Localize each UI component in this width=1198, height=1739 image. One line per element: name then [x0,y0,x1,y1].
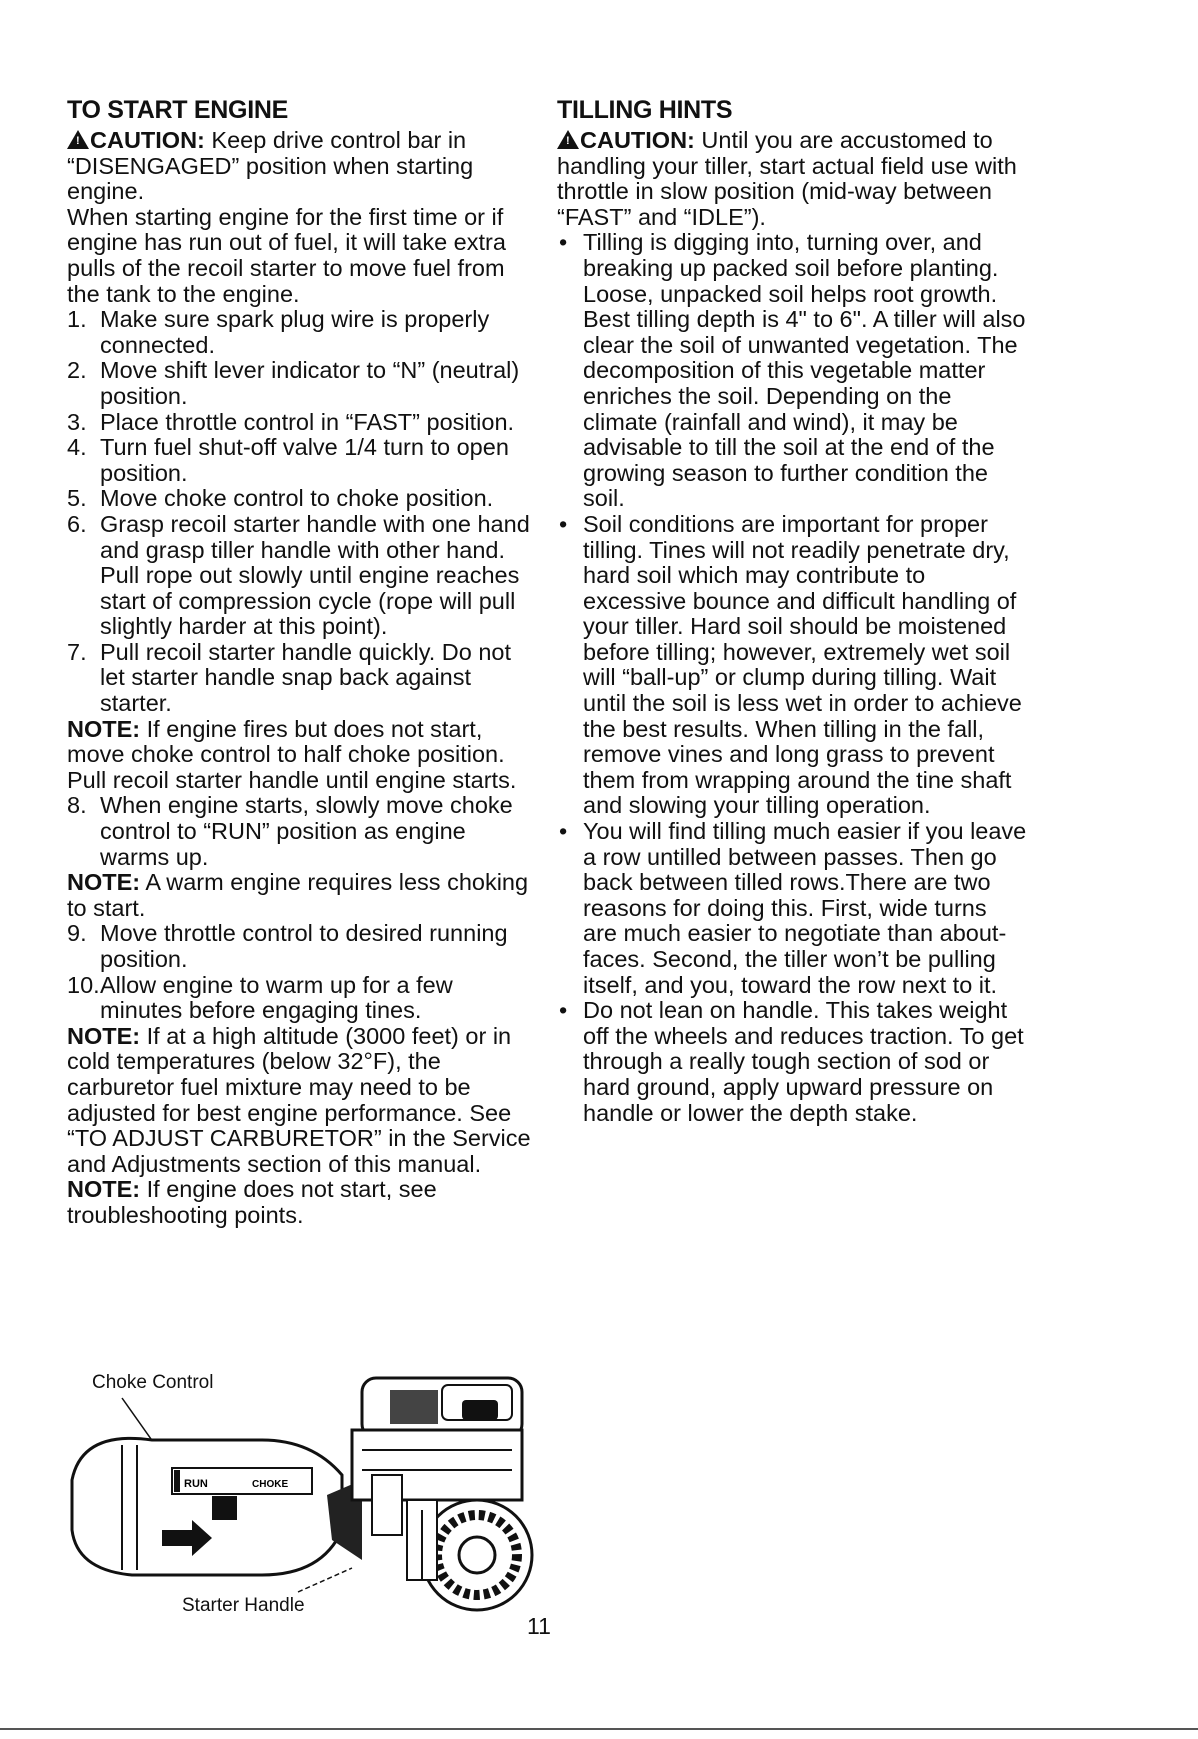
step-number: 9. [67,920,87,947]
step-number: 1. [67,306,87,333]
hint-bullet-item: • Soil conditions are important for proper tilling. Tines will not readily penetrate dry, hard soil which may contribute to excessive bounce and difficult handling of your tiller. Hard soil should be moistened before tilling; however, extremely wet soil will “ball-up” or clump during tilling. Wait until the soil is less wet in order to achieve the best results. When tilling in the fall, remove vines and long grass to prevent them from wrapping around the tine shaft and slowing your tilling operation. [557,512,1027,819]
steps-list-1-7 [67,307,537,717]
step-text: Move throttle control to desired running position. [100,920,508,972]
note-label: NOTE: [67,715,141,742]
tilling-hints-heading: TILLING HINTS [557,96,733,124]
starter-handle-label: Starter Handle [182,1595,305,1616]
caution-text: Keep drive control bar in “DISENGAGED” position when starting engine. [67,127,474,205]
warning-triangle-icon [557,130,579,149]
hint-bullet-item: • Tilling is digging into, turning over, and breaking up packed soil before planting. Loose, unpacked soil helps root growth. Best tilling depth is 4" to 6". A tiller will also clear the soil of unwanted vegetation. The decomposition of this vegetable matter enriches the soil. Depending on the climate (rainfall and wind), it may be advisable to till the soil at the end of the growing season to further condition the soil. [557,230,1027,512]
caution-text: Until you are accustomed to handling your tiller, start actual field use with throttle in slow position (mid-way between “FAST” and “IDLE”). [557,127,1017,230]
note-label: NOTE: [67,1176,141,1203]
note-text: If engine fires but does not start, move choke control to half choke position. Pull recoil starter handle until engine starts. [67,715,517,793]
steps-list-8 [67,793,537,870]
tilling-hints-list [557,230,1027,1126]
step-item [67,307,537,358]
step-number: 5. [67,485,87,512]
note-paragraph [67,1177,537,1228]
engine-illustration [62,1370,542,1625]
caution-label: CAUTION: [90,127,205,153]
step-text: Place throttle control in “FAST” position. [100,408,515,435]
choke-marking: CHOKE [252,1479,289,1490]
note-paragraph [67,717,537,794]
note-text: If at a high altitude (3000 feet) or in cold temperatures (below 32°F), the carburetor fuel mixture may need to be adjusted for best engine performance. See “TO ADJUST CARBURETOR” in the Service and Adjustments section of this manual. [67,1022,531,1177]
run-marking: RUN [184,1478,208,1490]
note-label: NOTE: [67,1022,141,1049]
step-item [67,973,537,1024]
step-text: Move shift lever indicator to “N” (neutral) position. [100,357,520,409]
page-number: 11 [527,1613,551,1639]
step-item [67,921,537,972]
steps-list-9-10 [67,921,537,1023]
step-number: 8. [67,792,87,819]
note-paragraph [67,870,537,921]
step-item [67,410,537,436]
step-item [67,793,537,870]
hint-bullet-item: • You will find tilling much easier if you leave a row untilled between passes. Then go back between tilled rows.There are two reasons for doing this. First, wide turns are much easier to negotiate than about-faces. Second, the tiller won’t be pulling itself, and you, toward the row next to it. [557,819,1027,998]
intro-paragraph: When starting engine for the first time or if engine has run out of fuel, it will take extra pulls of the recoil starter to move fuel from the tank to the engine. [67,203,506,307]
step-number: 6. [67,510,87,537]
caution-paragraph [557,128,1027,230]
step-item [67,358,537,409]
step-number: 2. [67,357,87,384]
step-text: Move choke control to choke position. [100,485,494,512]
note-paragraph [67,1024,537,1178]
note-label: NOTE: [67,869,141,896]
step-text: Turn fuel shut-off valve 1/4 turn to open position. [100,434,509,486]
step-number: 3. [67,408,87,435]
step-text: When engine starts, slowly move choke control to “RUN” position as engine warms up. [100,792,513,870]
to-start-engine-heading: TO START ENGINE [67,96,288,124]
step-item [67,640,537,717]
caution-label: CAUTION: [580,127,695,153]
step-item [67,512,537,640]
warning-triangle-icon [67,130,89,149]
caution-paragraph [67,128,537,205]
step-text: Make sure spark plug wire is properly connected. [100,306,490,358]
note-text: A warm engine requires less choking to start. [67,869,529,921]
note-text: If engine does not start, see troubleshooting points. [67,1176,437,1228]
step-number: 10. [67,971,100,998]
hint-bullet-item: • Do not lean on handle. This takes weight off the wheels and reduces traction. To get through a really tough section of sod or hard ground, apply upward pressure on handle or lower the depth stake. [557,998,1027,1126]
step-number: 4. [67,434,87,461]
bottom-divider [0,1728,1198,1730]
step-text: Grasp recoil starter handle with one hand and grasp tiller handle with other hand. Pull rope out slowly until engine reaches start of compression cycle (rope will pull slightly harder at this point). [100,510,530,640]
engine-drawing [62,1370,542,1625]
left-column [67,96,537,1229]
step-item [67,435,537,486]
choke-control-label: Choke Control [92,1372,214,1393]
right-column [557,96,1027,1126]
step-text: Pull recoil starter handle quickly. Do not let starter handle snap back against starter. [100,638,512,717]
step-text: Allow engine to warm up for a few minutes before engaging tines. [100,971,453,1024]
step-number: 7. [67,638,87,665]
step-item [67,486,537,512]
